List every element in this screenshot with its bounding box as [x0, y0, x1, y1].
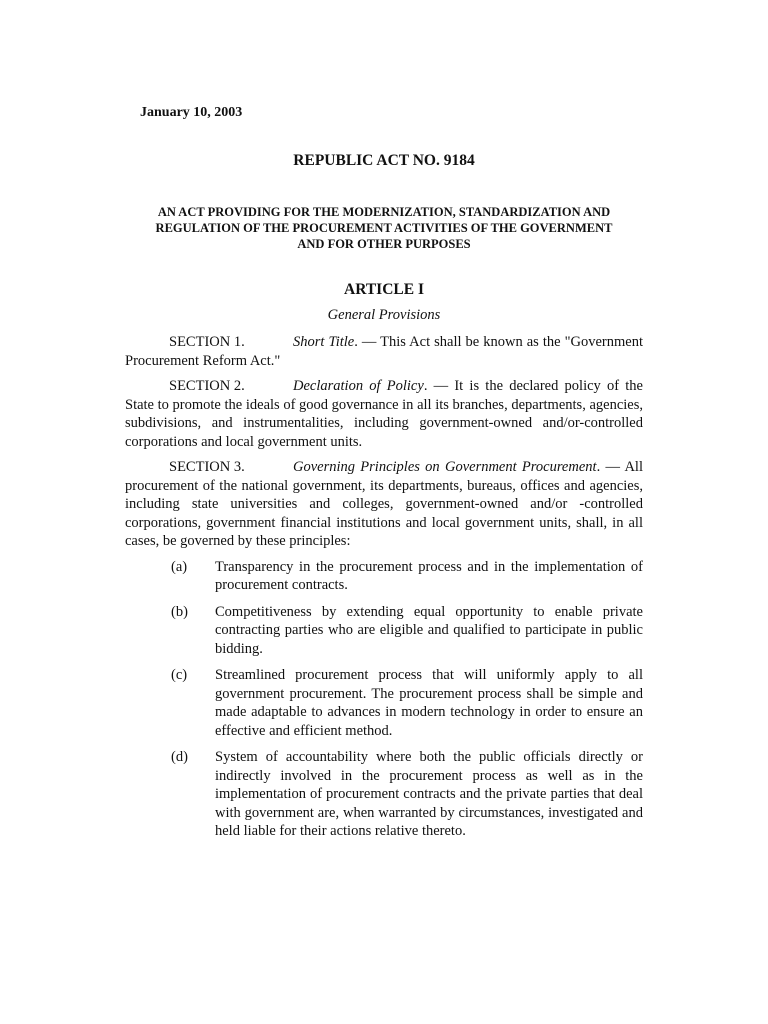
act-title [120, 204, 648, 252]
list-item-text: System of accountability where both the public officials directly or indirectly involved in the procurement process as well as in the implementation of procurement contracts and the private parties that deal with government are, when warranted by circumstances, investigated and held liable for their actions relative thereto. [215, 749, 643, 839]
section-text: . — All procurement of the national government, its departments, bureaus, offices and agencies, including state universities and colleges, government-owned and/or -controlled corporations, government financial institutions and local government units, shall, in all cases, be governed by these principles: [125, 459, 643, 549]
list-item-label: (c) [171, 667, 188, 683]
section-1 [125, 333, 643, 370]
list-item [125, 748, 643, 841]
list-item [125, 603, 643, 659]
section-title: Short Title [293, 334, 355, 350]
list-item-text: Streamlined procurement process that will uniformly apply to all government procurement. The procurement process shall be simple and made adaptable to advances in modern technology in order to ensure an effective and efficient method. [215, 667, 643, 739]
list-item [125, 558, 643, 595]
document-date: January 10, 2003 [140, 105, 243, 120]
section-text: . — It is the declared policy of the State to promote the ideals of good governance in all its branches, departments, agencies, subdivisions, and instrumentalities, including government-owned and/or-controlled corporations and local government units. [125, 378, 643, 450]
list-item-text: Competitiveness by extending equal opportunity to enable private contracting parties who are eligible and qualified to participate in public bidding. [215, 603, 643, 657]
section-2 [125, 377, 643, 451]
section-title: Declaration of Policy [293, 378, 424, 394]
act-title-line: AN ACT PROVIDING FOR THE MODERNIZATION, STANDARDIZATION AND [157, 205, 611, 219]
article-subtitle: General Provisions [327, 307, 441, 323]
article-heading: ARTICLE I [344, 281, 424, 298]
list-item [125, 666, 643, 740]
list-item-text: Transparency in the procurement process and in the implementation of procurement contracts. [215, 558, 643, 593]
section-label: SECTION 3. [169, 459, 245, 475]
section-3 [125, 458, 643, 551]
section-label: SECTION 1. [169, 334, 245, 350]
section-text: . — This Act shall be known as the "Government Procurement Reform Act." [125, 334, 643, 369]
act-number-heading: REPUBLIC ACT NO. 9184 [293, 152, 475, 169]
principles-list [125, 558, 643, 841]
section-title: Governing Principles on Government Procurement [293, 459, 597, 475]
list-item-label: (b) [171, 603, 188, 620]
section-label: SECTION 2. [169, 378, 245, 394]
document-body [125, 333, 643, 849]
list-item-label: (a) [171, 558, 188, 575]
act-title-line: REGULATION OF THE PROCUREMENT ACTIVITIES OF THE GOVERNMENT [155, 221, 613, 235]
act-title-line: AND FOR OTHER PURPOSES [297, 237, 471, 251]
list-item-label: (d) [171, 749, 188, 765]
